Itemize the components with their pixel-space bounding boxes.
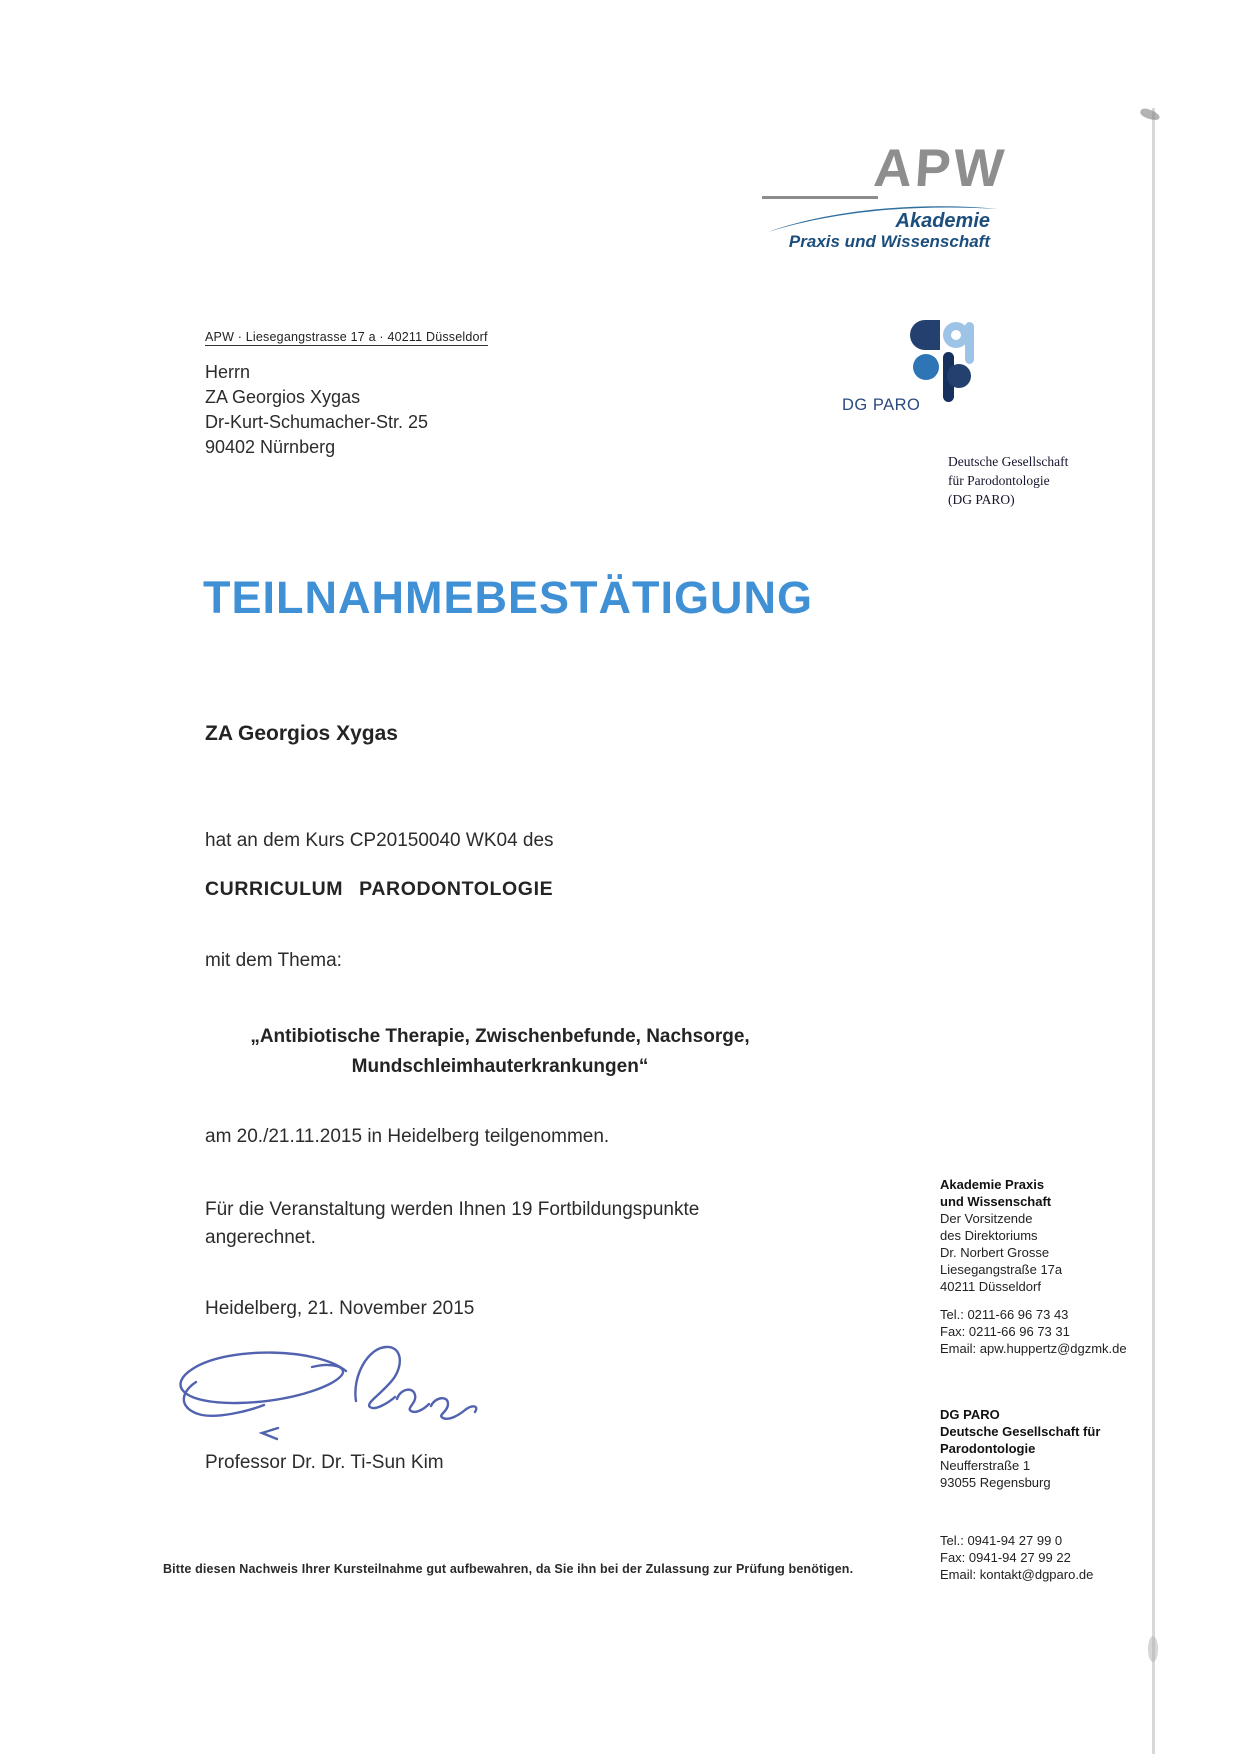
course-line: hat an dem Kurs CP20150040 WK04 des <box>205 830 554 851</box>
sidebar-line: Akademie Praxis <box>940 1177 1045 1192</box>
sidebar-phone: Tel.: 0941-94 27 99 0 <box>940 1533 1063 1548</box>
sidebar-email: Email: kontakt@dgparo.de <box>940 1567 1094 1582</box>
sidebar-fax: Fax: 0211-66 96 73 31 <box>940 1324 1070 1339</box>
apw-logo: APW <box>871 139 1009 198</box>
signer-name: Professor Dr. Dr. Ti-Sun Kim <box>205 1452 444 1473</box>
sidebar-dgparo-org <box>940 1406 1100 1491</box>
sidebar-email: Email: apw.huppertz@dgzmk.de <box>940 1341 1127 1356</box>
dgparo-caption-line: Deutsche Gesellschaft <box>948 454 1069 469</box>
sidebar-apw-org <box>940 1176 1062 1295</box>
sidebar-line: Dr. Norbert Grosse <box>940 1245 1050 1260</box>
page-title: TEILNAHMEBESTÄTIGUNG <box>203 572 813 623</box>
recipient-name: ZA Georgios Xygas <box>205 387 361 407</box>
signature-graphic <box>160 1338 490 1453</box>
recipient-street: Dr-Kurt-Schumacher-Str. 25 <box>205 412 429 432</box>
sender-address-line: APW · Liesegangstrasse 17 a · 40211 Düsseldorf <box>205 330 488 344</box>
theme-line-1: „Antibiotische Therapie, Zwischenbefunde, Nachsorge, <box>250 1026 750 1047</box>
sidebar-fax: Fax: 0941-94 27 99 22 <box>940 1550 1071 1565</box>
points-line-1: Für die Veranstaltung werden Ihnen 19 Fortbildungspunkte <box>205 1199 700 1220</box>
scan-smudge-artifact <box>1148 1636 1158 1662</box>
participation-line: am 20./21.11.2015 in Heidelberg teilgenommen. <box>205 1126 610 1147</box>
sidebar-phone: Tel.: 0211-66 96 73 43 <box>940 1307 1069 1322</box>
sidebar-line: und Wissenschaft <box>940 1194 1052 1209</box>
scan-edge-artifact <box>1152 108 1155 1754</box>
sidebar-apw-contact <box>940 1306 1127 1357</box>
sidebar-line: 93055 Regensburg <box>940 1475 1051 1490</box>
place-date-line: Heidelberg, 21. November 2015 <box>205 1298 475 1319</box>
points-paragraph <box>205 1196 699 1252</box>
theme-line-2: Mundschleimhauterkrankungen“ <box>351 1056 649 1077</box>
dgparo-caption-line: (DG PARO) <box>948 492 1015 507</box>
recipient-city: 90402 Nürnberg <box>205 437 336 457</box>
points-line-2: angerechnet. <box>205 1227 316 1248</box>
curriculum-title: CURRICULUM PARODONTOLOGIE <box>205 878 554 900</box>
theme-intro: mit dem Thema: <box>205 950 342 971</box>
sidebar-line: DG PARO <box>940 1407 1000 1422</box>
sidebar-line: des Direktoriums <box>940 1228 1038 1243</box>
apw-logo-rule <box>762 196 878 199</box>
recipient-address-block <box>205 360 428 460</box>
dgparo-logo-icon <box>903 312 979 410</box>
scan-smudge-artifact <box>1139 107 1161 122</box>
footer-note: Bitte diesen Nachweis Ihrer Kursteilnahme gut aufbewahren, da Sie ihn bei der Zulassung zur Prüfung benötigen. <box>163 1562 854 1576</box>
apw-logo-praxis: Praxis und Wissenschaft <box>788 232 990 251</box>
apw-logo-akademie: Akademie <box>895 210 990 232</box>
dgparo-caption-line: für Parodontologie <box>948 473 1050 488</box>
sidebar-line: 40211 Düsseldorf <box>940 1279 1041 1294</box>
sidebar-line: Neufferstraße 1 <box>940 1458 1031 1473</box>
recipient-salutation: Herrn <box>205 362 251 382</box>
sidebar-dgparo-contact <box>940 1532 1093 1583</box>
sidebar-line: Deutsche Gesellschaft für <box>940 1424 1101 1439</box>
dgparo-wordmark: DG PARO <box>842 396 921 414</box>
sidebar-line: Liesegangstraße 17a <box>940 1262 1063 1277</box>
sidebar-line: Der Vorsitzende <box>940 1211 1033 1226</box>
theme-block <box>200 1022 800 1082</box>
dgparo-caption <box>948 452 1068 509</box>
sidebar-line: Parodontologie <box>940 1441 1036 1456</box>
participant-name: ZA Georgios Xygas <box>205 722 398 745</box>
